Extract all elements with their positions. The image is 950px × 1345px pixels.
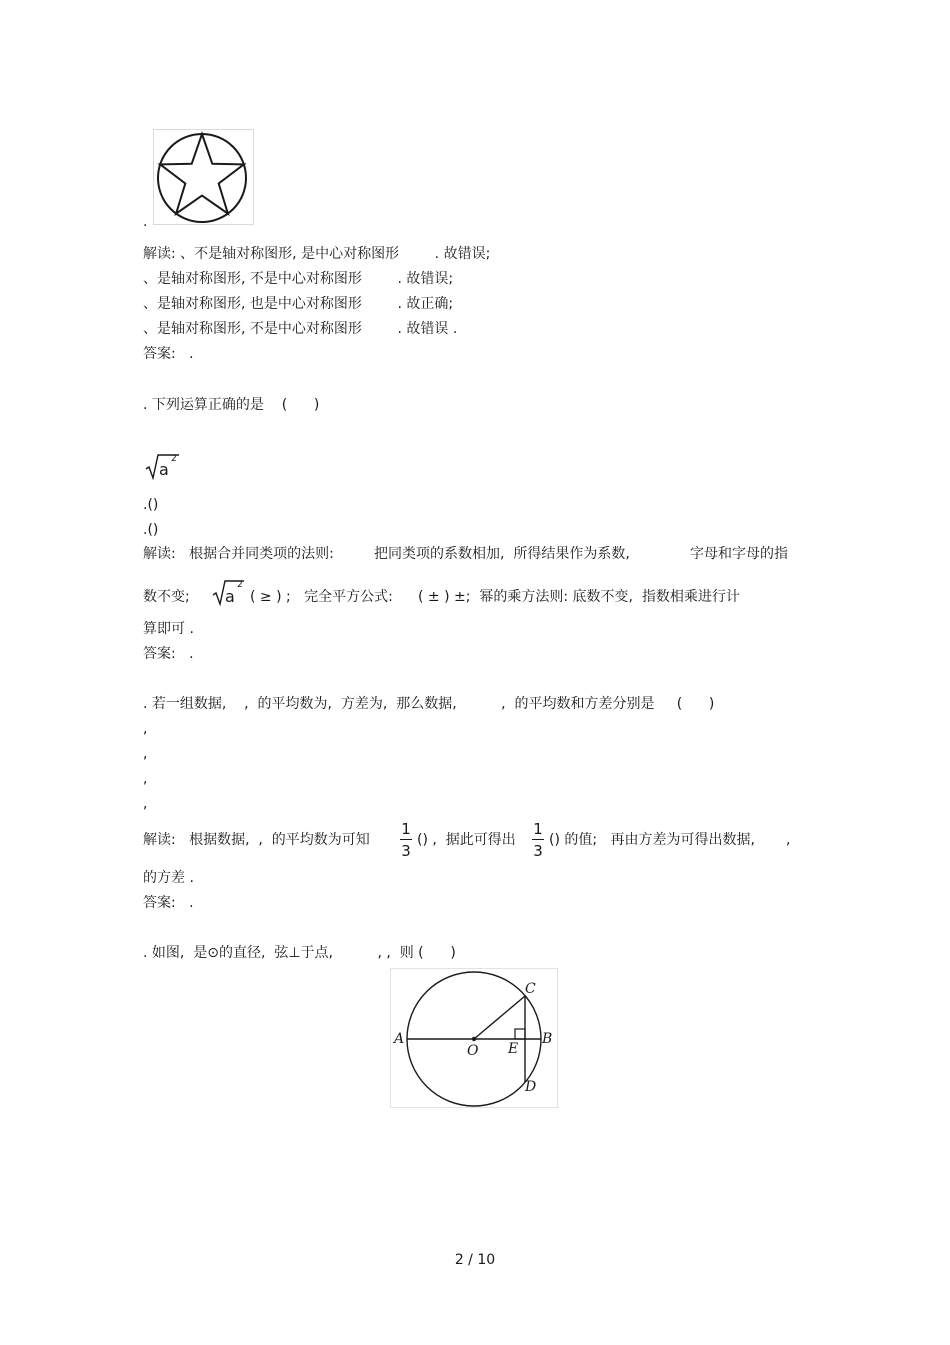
q1-solution-line-4: 、是轴对称图形, 不是中心对称图形 . 故错误 . [143, 321, 458, 337]
q2-stem: . 下列运算正确的是 ( ) [143, 397, 320, 413]
q1-solution-line-2: 、是轴对称图形, 不是中心对称图形 . 故错误; [143, 271, 454, 287]
fraction-numerator: 1 [533, 820, 543, 838]
q2-option-d: .() [143, 522, 159, 538]
q3-solution-a: 解读: 根据数据, , 的平均数为可知 [143, 832, 370, 848]
q1-solution-line-3: 、是轴对称图形, 也是中心对称图形 . 故正确; [143, 296, 454, 312]
one-third-fraction [398, 820, 414, 860]
q2-solution-line-2c: ( ± ) ±; 幂的乘方法则: 底数不变, 指数相乘进行计 [418, 589, 740, 605]
exponent: 2 [237, 580, 243, 590]
radicand: a [159, 460, 169, 479]
page-number: 2 / 10 [454, 1252, 496, 1268]
fraction-denominator: 3 [533, 842, 543, 860]
q2-option-c: .() [143, 497, 159, 513]
q3-solution-b: () , 据此可得出 [417, 832, 516, 848]
radicand: a [225, 587, 235, 606]
q3-option-a: , [143, 721, 148, 737]
sqrt-a-squared-option [145, 452, 185, 482]
star-in-circle-figure [153, 129, 254, 225]
q2-solution-line-3: 算即可 . [143, 621, 194, 637]
fraction-bar [400, 839, 412, 840]
label-c: C [525, 981, 536, 997]
fraction-denominator: 3 [401, 842, 411, 860]
q3-solution-c: () 的值; 再由方差为可得出数据, , [549, 832, 791, 848]
q2-solution-line-1c: 字母和字母的指 [690, 546, 788, 562]
label-a: A [394, 1031, 405, 1047]
q3-solution-line-2: 的方差 . [143, 870, 194, 886]
q2-solution-line-2b: ( ≥ ) ; 完全平方公式: [250, 589, 393, 605]
q3-option-c: , [143, 771, 148, 787]
q3-answer: 答案: . [143, 895, 194, 911]
exponent: 2 [171, 454, 177, 464]
q3-stem: . 若一组数据, , 的平均数为, 方差为, 那么数据, , 的平均数和方差分别是 ( ) [143, 696, 715, 712]
fraction-numerator: 1 [401, 820, 411, 838]
label-o: O [467, 1043, 479, 1059]
q1-answer: 答案: . [143, 346, 194, 362]
q2-solution-line-1b: 把同类项的系数相加, 所得结果作为系数, [374, 546, 630, 562]
star-in-circle-diagram [154, 130, 253, 224]
q1-solution-line-1: 解读: 、不是轴对称图形, 是中心对称图形 . 故错误; [143, 246, 491, 262]
label-d: D [525, 1079, 537, 1095]
one-third-fraction [530, 820, 546, 860]
q2-solution-line-2a: 数不变; [143, 589, 190, 605]
fraction-bar [532, 839, 544, 840]
q2-answer: 答案: . [143, 646, 194, 662]
q1-figure-caption: . [143, 214, 148, 230]
q3-option-b: , [143, 746, 148, 762]
right-angle-mark [515, 1029, 525, 1039]
label-e: E [508, 1041, 519, 1057]
radius-oc [474, 996, 525, 1039]
q4-stem: . 如图, 是⊙的直径, 弦⊥于点, , , 则 ( ) [143, 945, 456, 961]
circle-diameter-chord-figure [390, 968, 558, 1108]
label-b: B [542, 1031, 553, 1047]
q2-solution-line-1a: 解读: 根据合并同类项的法则: [143, 546, 334, 562]
sqrt-a-squared-inline [212, 578, 248, 608]
center-point [472, 1037, 476, 1041]
q3-option-d: , [143, 796, 148, 812]
